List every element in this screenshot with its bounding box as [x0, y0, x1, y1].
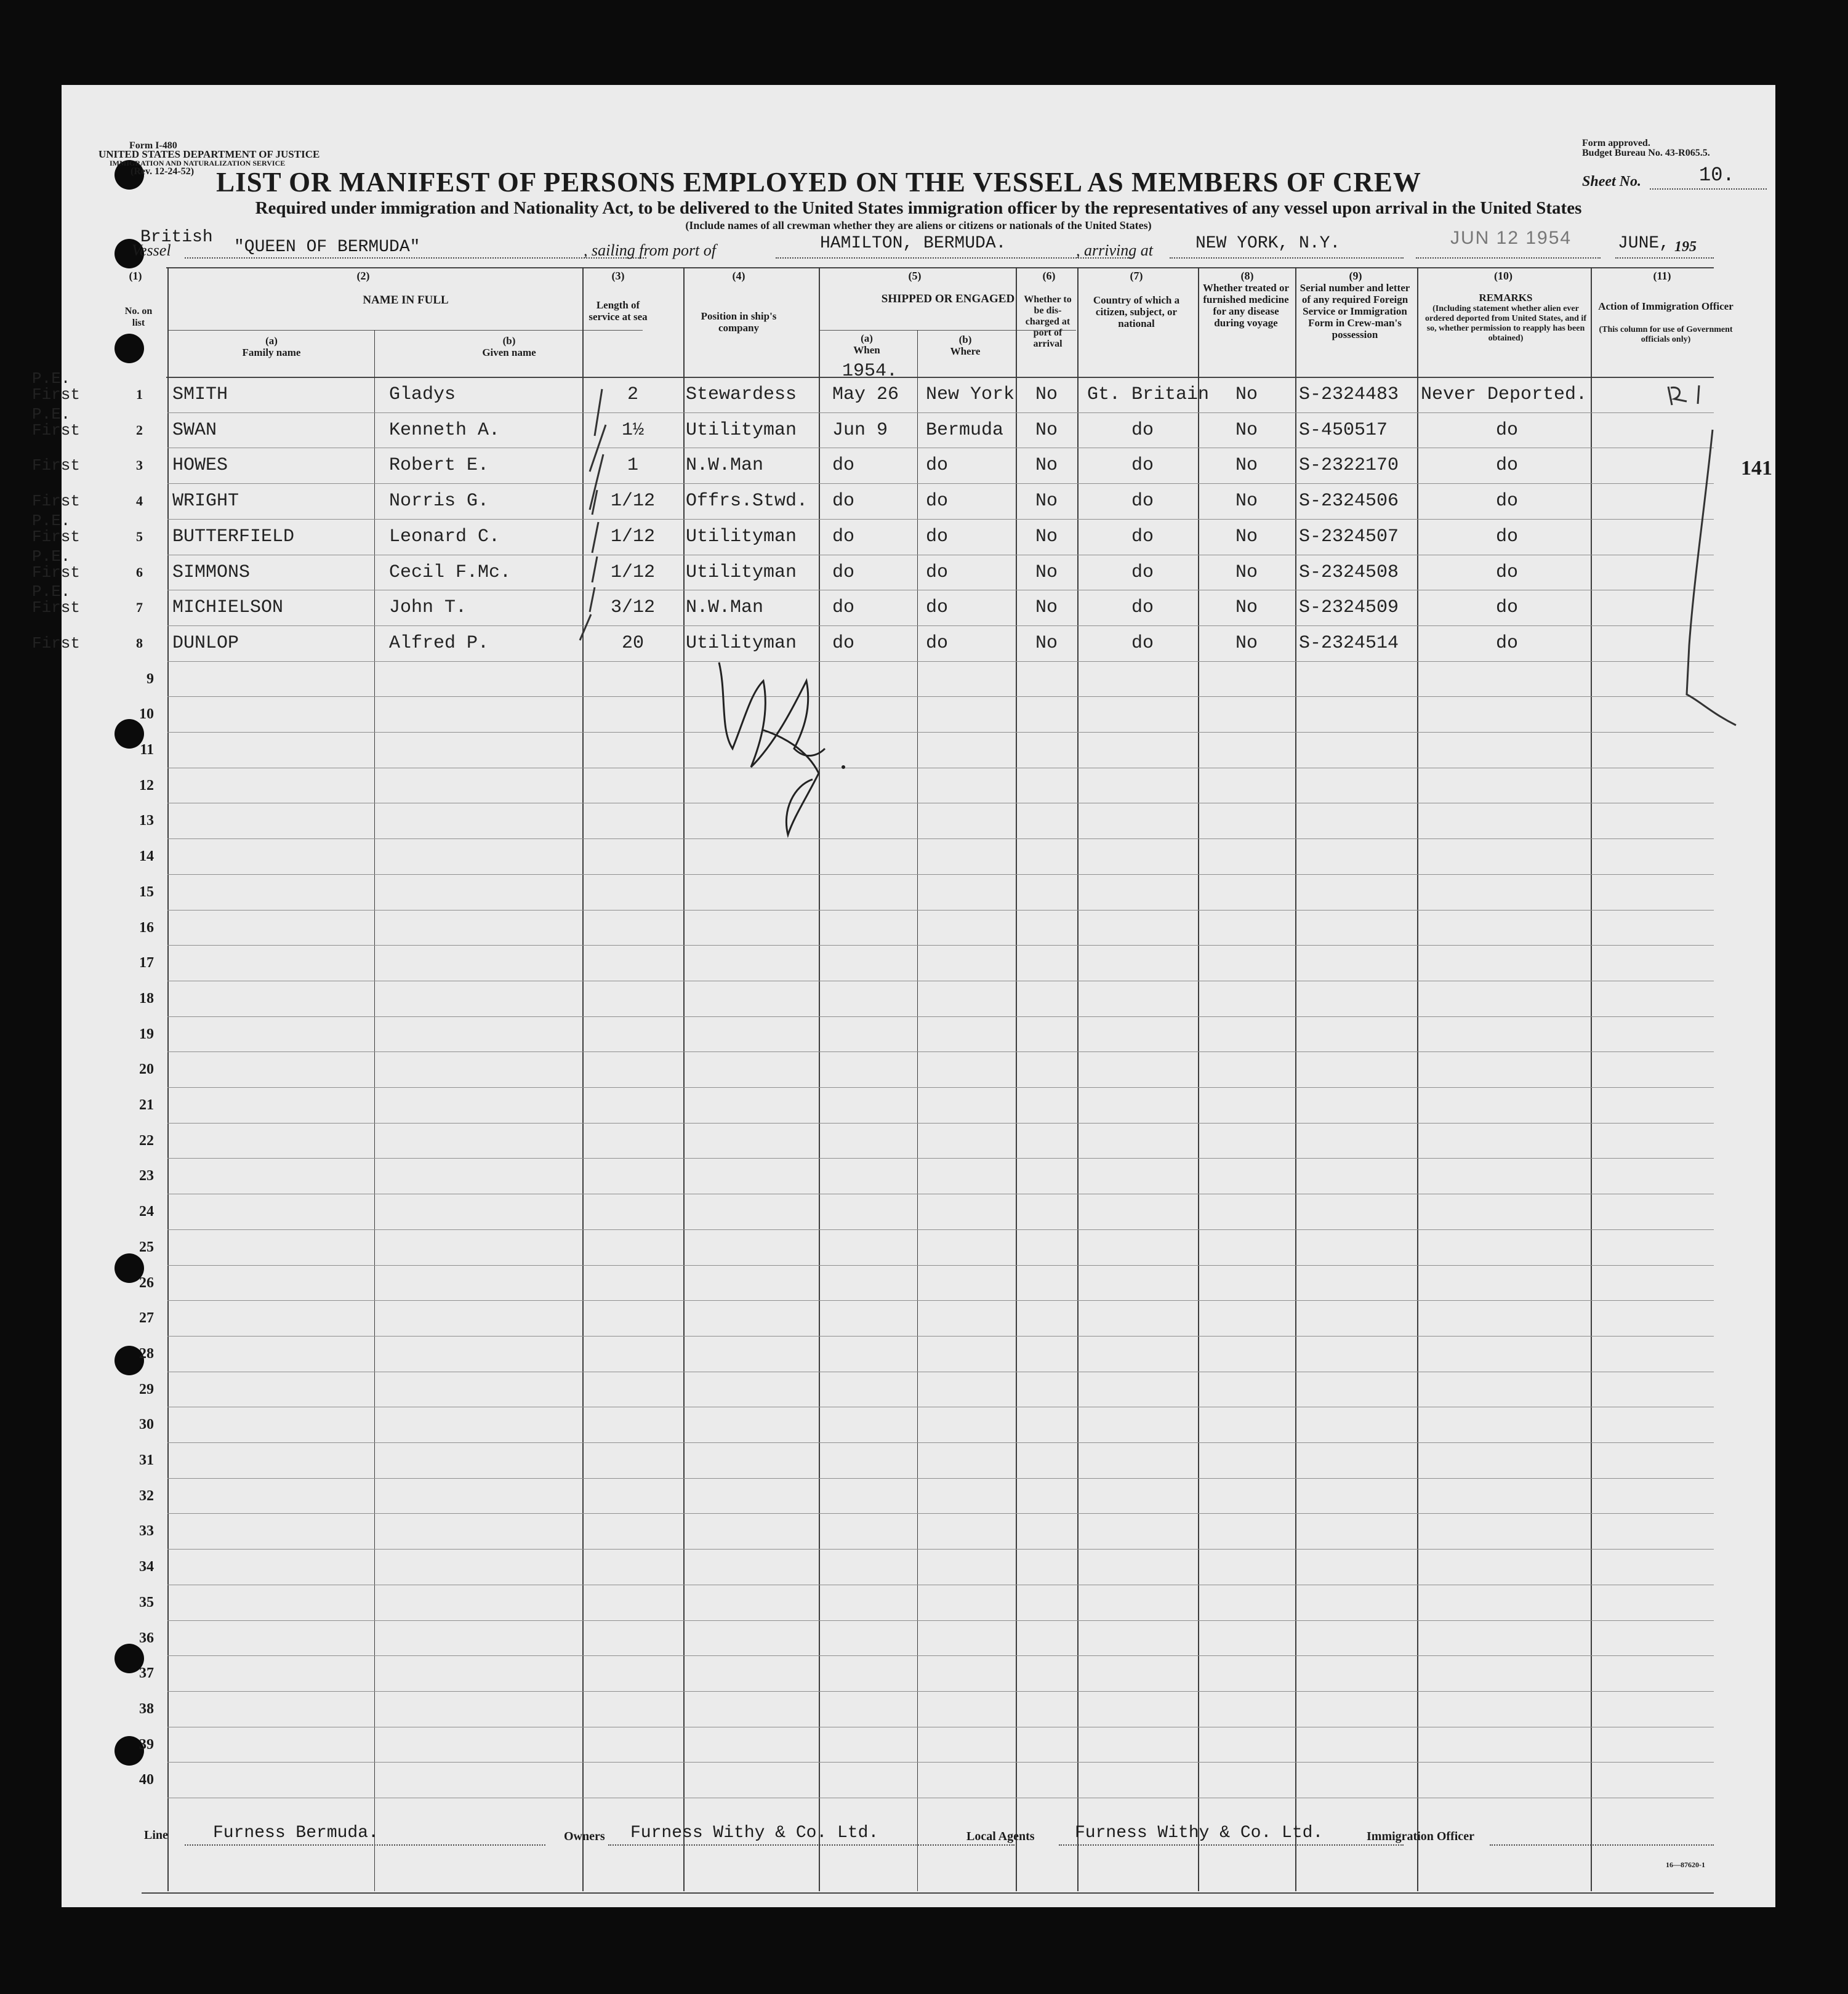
crew-family-name: SIMMONS [172, 561, 251, 583]
crew-length-of-service: 2 [627, 384, 638, 405]
crew-prefix: First [32, 456, 81, 475]
header-given-name: (b) Given name [482, 335, 536, 358]
officer-initials [1662, 380, 1754, 774]
crew-remarks: do [1495, 632, 1518, 654]
row-number: 39 [139, 1736, 154, 1753]
row-number: 14 [139, 848, 154, 865]
row-rule [167, 483, 1714, 484]
header-family-name: (a) Family name [242, 335, 301, 358]
column-number: (5) [908, 270, 922, 282]
header-action-note: (This column for use of Government officials only) [1599, 325, 1733, 344]
crew-shipped-where: do [926, 491, 949, 512]
crew-position: Stewardess [686, 384, 797, 405]
crew-serial-number: S-2324508 [1299, 561, 1399, 583]
header-name-in-full: NAME IN FULL [363, 294, 449, 307]
header-medicine: Whether treated or furnished medicine for any disease during voyage [1202, 282, 1290, 329]
crew-serial-number: S-2324514 [1299, 632, 1399, 654]
crew-country: do [1131, 561, 1154, 583]
crew-serial-number: S-450517 [1299, 419, 1388, 441]
crew-position: N.W.Man [686, 597, 764, 619]
crew-country: do [1131, 632, 1154, 654]
crew-position: Offrs.Stwd. [686, 491, 808, 512]
crew-remarks: Never Deported. [1421, 384, 1588, 405]
crew-remarks: do [1495, 491, 1518, 512]
manifest-sheet [32, 85, 1775, 1907]
department-name: UNITED STATES DEPARTMENT OF JUSTICE [98, 148, 320, 160]
crew-prefix: P.E. First [32, 582, 81, 617]
row-number: 26 [139, 1274, 154, 1291]
crew-family-name: SWAN [172, 419, 217, 441]
row-rule [167, 1336, 1714, 1337]
header-serial-number: Serial number and letter of any required Foreign Service or Immigration Form in Crew-man's possession [1300, 282, 1410, 340]
row-number: 13 [139, 813, 154, 829]
crew-discharged: No [1035, 526, 1058, 547]
crew-medicine: No [1235, 455, 1258, 476]
row-rule [167, 1762, 1714, 1763]
header-action: Action of Immigration Officer [1598, 300, 1734, 312]
row-rule [167, 1016, 1714, 1017]
row-rule [167, 1442, 1714, 1443]
crew-shipped-when: do [832, 491, 855, 512]
row-number: 1 [136, 387, 143, 402]
crew-position: Utilityman [686, 561, 797, 583]
vessel-name: "QUEEN OF BERMUDA" [234, 238, 420, 257]
arrival-month: JUNE, [1618, 234, 1670, 253]
footer-line-value: Furness Bermuda. [213, 1823, 379, 1843]
row-number: 21 [139, 1097, 154, 1113]
row-number: 15 [139, 883, 154, 900]
manifest-note: (Include names of all crewman whether they are aliens or citizens or nationals of the United States) [685, 219, 1152, 231]
crew-serial-number: S-2322170 [1299, 455, 1399, 476]
column-number: (10) [1494, 270, 1513, 282]
print-code: 16—87620-1 [1666, 1860, 1705, 1869]
row-number: 5 [136, 528, 143, 544]
crew-family-name: BUTTERFIELD [172, 526, 295, 547]
crew-country: do [1131, 491, 1154, 512]
crew-length-of-service: 20 [621, 632, 644, 654]
crew-family-name: DUNLOP [172, 632, 239, 654]
row-number: 18 [139, 990, 154, 1007]
crew-shipped-where: New York [926, 384, 1015, 405]
footer-officer-label: Immigration Officer [1367, 1830, 1474, 1843]
row-rule [167, 910, 1714, 911]
crew-shipped-when: do [832, 526, 855, 547]
crew-length-of-service: 1½ [621, 419, 644, 441]
crew-medicine: No [1235, 597, 1258, 619]
row-number: 22 [139, 1132, 154, 1149]
row-number: 28 [139, 1345, 154, 1362]
row-rule [167, 1300, 1714, 1301]
sheet-label: Sheet No. [1582, 174, 1641, 190]
row-rule [167, 1158, 1714, 1159]
service-name: IMMIGRATION AND NATURALIZATION SERVICE [110, 159, 286, 167]
row-number: 4 [136, 493, 143, 509]
row-number: 27 [139, 1310, 154, 1327]
row-rule [167, 1513, 1714, 1514]
column-number: (2) [356, 270, 370, 282]
crew-shipped-when: do [832, 597, 855, 619]
crew-serial-number: S-2324507 [1299, 526, 1399, 547]
crew-medicine: No [1235, 491, 1258, 512]
row-rule [167, 1087, 1714, 1088]
crew-length-of-service: 1/12 [610, 491, 655, 512]
row-number: 2 [136, 422, 143, 438]
crew-given-name: Leonard C. [389, 526, 500, 547]
crew-prefix: P.E. First [32, 511, 81, 546]
row-number: 37 [139, 1665, 154, 1682]
crew-country: Gt. Britain [1087, 384, 1210, 405]
crew-prefix: P.E. First [32, 547, 81, 582]
row-rule [167, 1655, 1714, 1656]
row-number: 19 [139, 1026, 154, 1042]
crew-length-of-service: 1/12 [610, 526, 655, 547]
row-number: 8 [136, 635, 143, 651]
crew-remarks: do [1495, 597, 1518, 619]
crew-position: Utilityman [686, 419, 797, 441]
row-rule [167, 1620, 1714, 1621]
crew-family-name: MICHIELSON [172, 597, 284, 619]
column-number: (4) [732, 270, 745, 282]
row-number: 30 [139, 1417, 154, 1433]
row-number: 11 [140, 742, 154, 758]
crew-family-name: HOWES [172, 455, 228, 476]
column-number: (3) [611, 270, 625, 282]
crew-serial-number: S-2324483 [1299, 384, 1399, 405]
officer-signature [702, 656, 874, 853]
crew-medicine: No [1235, 561, 1258, 583]
crew-shipped-when: do [832, 455, 855, 476]
row-number: 25 [139, 1239, 154, 1255]
year-suffix: 195 [1674, 239, 1697, 255]
row-number: 35 [139, 1594, 154, 1610]
crew-length-of-service: 1/12 [610, 561, 655, 583]
row-number: 31 [139, 1452, 154, 1468]
budget-bureau: Budget Bureau No. 43-R065.5. [1582, 148, 1710, 158]
header-remarks: REMARKS [1479, 292, 1533, 304]
crew-position: N.W.Man [686, 455, 764, 476]
row-rule [167, 1229, 1714, 1230]
row-rule [167, 1265, 1714, 1266]
crew-shipped-where: do [926, 632, 949, 654]
year-entry: 1954. [842, 361, 898, 382]
crew-given-name: Gladys [389, 384, 456, 405]
crew-shipped-where: do [926, 455, 949, 476]
row-number: 24 [139, 1204, 154, 1220]
crew-given-name: Robert E. [389, 455, 489, 476]
crew-discharged: No [1035, 491, 1058, 512]
crew-given-name: John T. [389, 597, 467, 619]
header-remarks-note: (Including statement whether alien ever ordered deported from United States, and if so, whether permission to reapply has been obtained) [1425, 304, 1586, 343]
footer-owners-value: Furness Withy & Co. Ltd. [630, 1823, 879, 1843]
crew-country: do [1131, 455, 1154, 476]
header-discharged: Whether to be dis-charged at port of arrival [1024, 294, 1072, 349]
row-rule [167, 1549, 1714, 1550]
header-country: Country of which a citizen, subject, or national [1093, 294, 1180, 329]
crew-prefix: First [32, 633, 81, 653]
crew-medicine: No [1235, 632, 1258, 654]
row-number: 36 [139, 1630, 154, 1646]
crew-given-name: Norris G. [389, 491, 489, 512]
crew-serial-number: S-2324506 [1299, 491, 1399, 512]
header-shipped-or-engaged: SHIPPED OR ENGAGED [881, 292, 1015, 305]
crew-remarks: do [1495, 455, 1518, 476]
row-rule [167, 412, 1714, 413]
row-number: 3 [136, 457, 143, 473]
crew-discharged: No [1035, 384, 1058, 405]
crew-position: Utilityman [686, 526, 797, 547]
column-number: (1) [129, 270, 142, 282]
header-when: (a) When [853, 332, 880, 356]
row-number: 32 [139, 1487, 154, 1504]
crew-shipped-when: do [832, 632, 855, 654]
sheet-number: 10. [1699, 164, 1735, 187]
crew-remarks: do [1495, 419, 1518, 441]
column-number: (8) [1240, 270, 1254, 282]
row-number: 23 [139, 1168, 154, 1184]
crew-remarks: do [1495, 526, 1518, 547]
header-length-of-service: Length of service at sea [589, 299, 648, 323]
crew-country: do [1131, 597, 1154, 619]
footer-agents-value: Furness Withy & Co. Ltd. [1075, 1823, 1324, 1843]
row-rule [167, 1051, 1714, 1052]
crew-prefix: First [32, 492, 81, 511]
row-rule [167, 838, 1714, 839]
crew-discharged: No [1035, 419, 1058, 441]
row-rule [167, 874, 1714, 875]
crew-serial-number: S-2324509 [1299, 597, 1399, 619]
footer-agents-label: Local Agents [966, 1830, 1035, 1843]
crew-length-of-service: 1 [627, 455, 638, 476]
header-no-on-list: No. on list [124, 306, 153, 328]
arriving-label: , arriving at [1076, 241, 1153, 259]
crew-prefix: P.E. First [32, 369, 81, 404]
column-number: (6) [1042, 270, 1056, 282]
row-rule [167, 732, 1714, 733]
footer-line-label: Line [144, 1828, 168, 1842]
row-number: 33 [139, 1523, 154, 1540]
crew-given-name: Cecil F.Mc. [389, 561, 512, 583]
row-rule [167, 1691, 1714, 1692]
column-number: (7) [1130, 270, 1143, 282]
footer-owners-label: Owners [564, 1830, 605, 1843]
column-number: (9) [1349, 270, 1362, 282]
crew-family-name: SMITH [172, 384, 228, 405]
row-number: 20 [139, 1061, 154, 1078]
header-position: Position in ship's company [701, 310, 777, 334]
crew-prefix: P.E. First [32, 404, 81, 440]
crew-shipped-where: do [926, 526, 949, 547]
vessel-flag: British [140, 228, 213, 247]
row-rule [167, 519, 1714, 520]
crew-discharged: No [1035, 597, 1058, 619]
row-rule [167, 625, 1714, 626]
crew-shipped-when: May 26 [832, 384, 899, 405]
row-number: 16 [139, 919, 154, 936]
crew-given-name: Kenneth A. [389, 419, 500, 441]
crew-remarks: do [1495, 561, 1518, 583]
margin-number: 141 [1741, 457, 1772, 480]
row-rule [167, 661, 1714, 662]
row-number: 34 [139, 1559, 154, 1575]
row-number: 10 [139, 706, 154, 723]
crew-discharged: No [1035, 561, 1058, 583]
crew-shipped-where: Bermuda [926, 419, 1004, 441]
row-number: 6 [136, 564, 143, 580]
sailing-label: , sailing from port of [584, 241, 717, 259]
crew-position: Utilityman [686, 632, 797, 654]
crew-shipped-when: do [832, 561, 855, 583]
crew-discharged: No [1035, 632, 1058, 654]
row-number: 17 [139, 955, 154, 971]
crew-medicine: No [1235, 384, 1258, 405]
crew-length-of-service: 3/12 [610, 597, 655, 619]
row-number: 9 [147, 670, 154, 687]
row-rule [167, 945, 1714, 946]
row-number: 38 [139, 1700, 154, 1717]
header-where: (b) Where [950, 334, 981, 357]
column-number: (11) [1653, 270, 1671, 282]
arrival-port: NEW YORK, N.Y. [1195, 234, 1341, 253]
form-number: Form I-480 [129, 140, 177, 151]
row-rule [167, 1478, 1714, 1479]
crew-country: do [1131, 419, 1154, 441]
crew-shipped-where: do [926, 597, 949, 619]
crew-medicine: No [1235, 419, 1258, 441]
form-approved: Form approved. [1582, 138, 1650, 148]
arrival-date-stamp: JUN 12 1954 [1450, 228, 1572, 248]
row-number: 12 [139, 777, 154, 794]
departure-port: HAMILTON, BERMUDA. [820, 234, 1006, 253]
crew-given-name: Alfred P. [389, 632, 489, 654]
row-number: 29 [139, 1381, 154, 1397]
crew-shipped-when: Jun 9 [832, 419, 888, 441]
check-marks [579, 374, 640, 744]
form-revision: (Rev. 12-24-52) [131, 166, 195, 177]
vessel-label: Vessel [132, 241, 171, 259]
crew-medicine: No [1235, 526, 1258, 547]
crew-shipped-where: do [926, 561, 949, 583]
row-number: 40 [139, 1772, 154, 1788]
manifest-title: LIST OR MANIFEST OF PERSONS EMPLOYED ON THE VESSEL AS MEMBERS OF CREW [216, 167, 1421, 198]
row-rule [167, 696, 1714, 697]
punch-hole [114, 334, 144, 363]
crew-family-name: WRIGHT [172, 491, 239, 512]
crew-discharged: No [1035, 455, 1058, 476]
row-number: 7 [136, 600, 143, 616]
manifest-subtitle: Required under immigration and Nationality Act, to be delivered to the United States immigration officer by the representatives of any vessel upon arrival in the United States [255, 198, 1582, 218]
crew-country: do [1131, 526, 1154, 547]
row-rule [167, 1123, 1714, 1124]
